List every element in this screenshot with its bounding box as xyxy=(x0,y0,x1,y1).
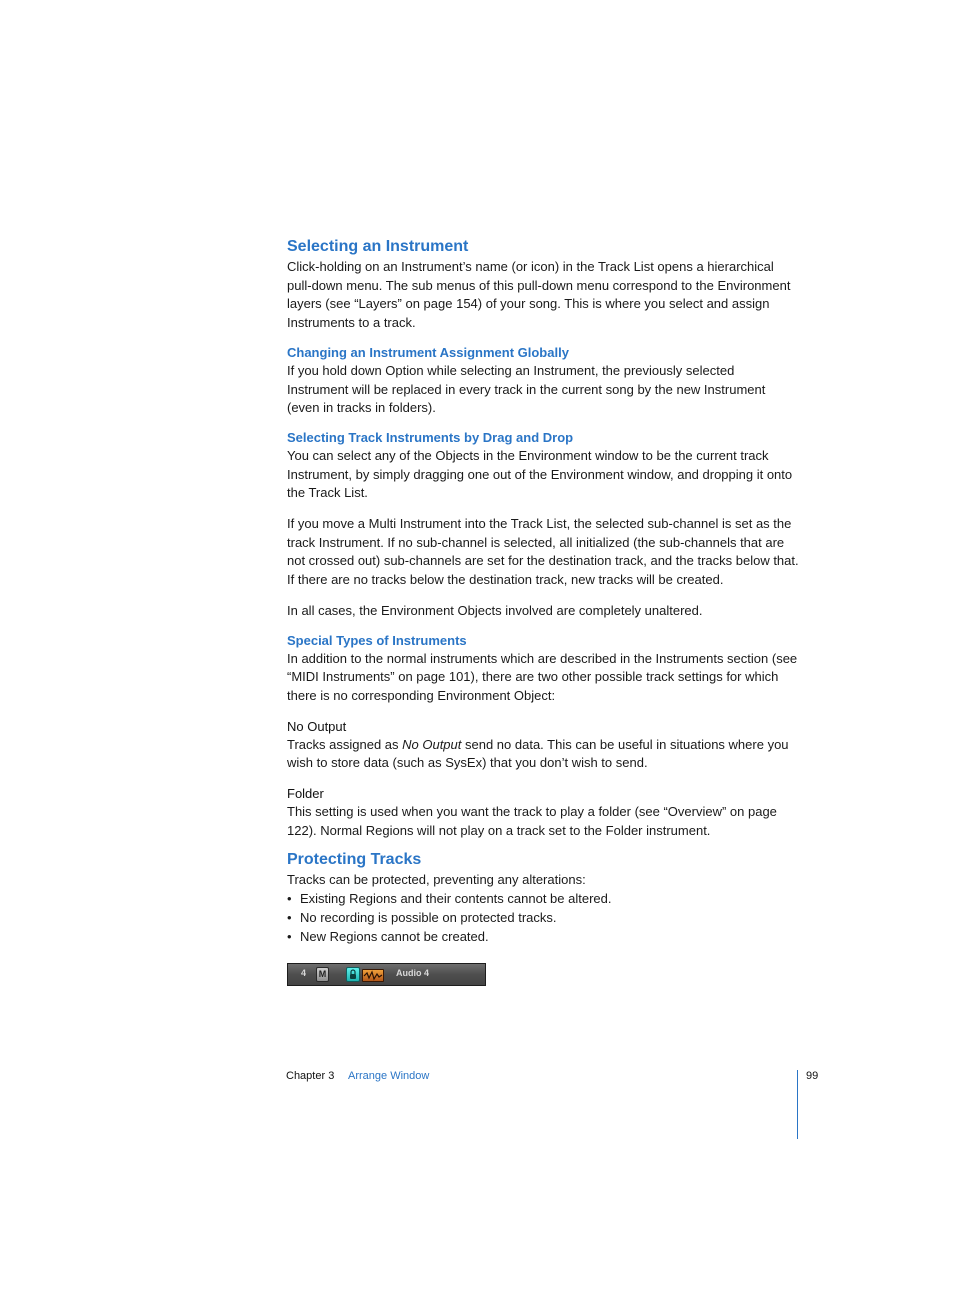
heading-drag-and-drop: Selecting Track Instruments by Drag and Drop xyxy=(287,429,574,445)
page-number: 99 xyxy=(806,1070,819,1082)
no-output-text-pre: Tracks assigned as xyxy=(287,736,403,752)
heading-protecting-tracks: Protecting Tracks xyxy=(287,851,422,869)
footer-chapter-label: Chapter 3 xyxy=(286,1070,335,1082)
paragraph-drag-and-drop-3: In all cases, the Environment Objects involved are completely unaltered. xyxy=(287,602,703,618)
no-output-emphasis: No Output xyxy=(402,736,462,752)
footer-chapter-title[interactable]: Arrange Window xyxy=(348,1070,430,1082)
list-item: • New Regions cannot be created. xyxy=(287,928,799,947)
paragraph-protecting-intro: Tracks can be protected, preventing any alterations: xyxy=(287,872,586,888)
list-item: • No recording is possible on protected tracks. xyxy=(287,909,799,928)
paragraph-special-types: In addition to the normal instruments which are described in the Instruments section (see “MIDI Instruments” on page 101), there are two other possible track settings for which there is no corresponding Environment Object: xyxy=(287,650,798,703)
track-number: 4 xyxy=(301,968,307,978)
track-name: Audio 4 xyxy=(396,968,429,978)
footer-divider xyxy=(797,1070,798,1139)
heading-no-output: No Output xyxy=(287,718,347,734)
no-output-text-post: send no data. This can be useful in situations where you wish to store data (such as SysEx) that you don’t wish to send. xyxy=(287,736,789,771)
heading-folder: Folder xyxy=(287,786,324,802)
lock-icon[interactable] xyxy=(346,967,360,982)
paragraph-drag-and-drop-2: If you move a Multi Instrument into the Track List, the selected sub-channel is set as the track Instrument. If no sub-channel is selected, all initialized (the sub-channels that are not crossed out) sub-channels are set for the destination track, and the tracks below that. If there are no tracks below the destination track, new tracks will be created. xyxy=(287,516,799,588)
paragraph-changing-globally: If you hold down Option while selecting an Instrument, the previously selected Instrument will be replaced in every track in the current song by the new Instrument (even in tracks in folders). xyxy=(287,362,766,416)
heading-special-types: Special Types of Instruments xyxy=(287,632,467,648)
paragraph-selecting-instrument: Click-holding on an Instrument’s name (or icon) in the Track List opens a hierarchical pull-down menu. The sub menus of this pull-down menu correspond to the Environment layers (see “Layers” on page 154) of your song. This is where you select and assign Instruments to a track. xyxy=(287,259,791,331)
mute-button-icon[interactable]: M xyxy=(316,967,329,982)
audio-instrument-icon xyxy=(362,969,384,982)
list-item: • Existing Regions and their contents cannot be altered. xyxy=(287,890,799,909)
page-content xyxy=(287,236,799,946)
track-header-screenshot xyxy=(287,963,486,986)
paragraph-no-output xyxy=(287,736,799,773)
paragraph-folder: This setting is used when you want the track to play a folder (see “Overview” on page 122). Normal Regions will not play on a track set to the Folder instrument. xyxy=(287,804,777,838)
paragraph-drag-and-drop-1: You can select any of the Objects in the Environment window to be the current track Instrument, by simply dragging one out of the Environment window, and dropping it onto the Track List. xyxy=(287,447,793,501)
protecting-bullet-list xyxy=(287,890,799,946)
heading-changing-assignment-globally: Changing an Instrument Assignment Globally xyxy=(287,344,569,360)
heading-selecting-an-instrument: Selecting an Instrument xyxy=(287,238,469,255)
